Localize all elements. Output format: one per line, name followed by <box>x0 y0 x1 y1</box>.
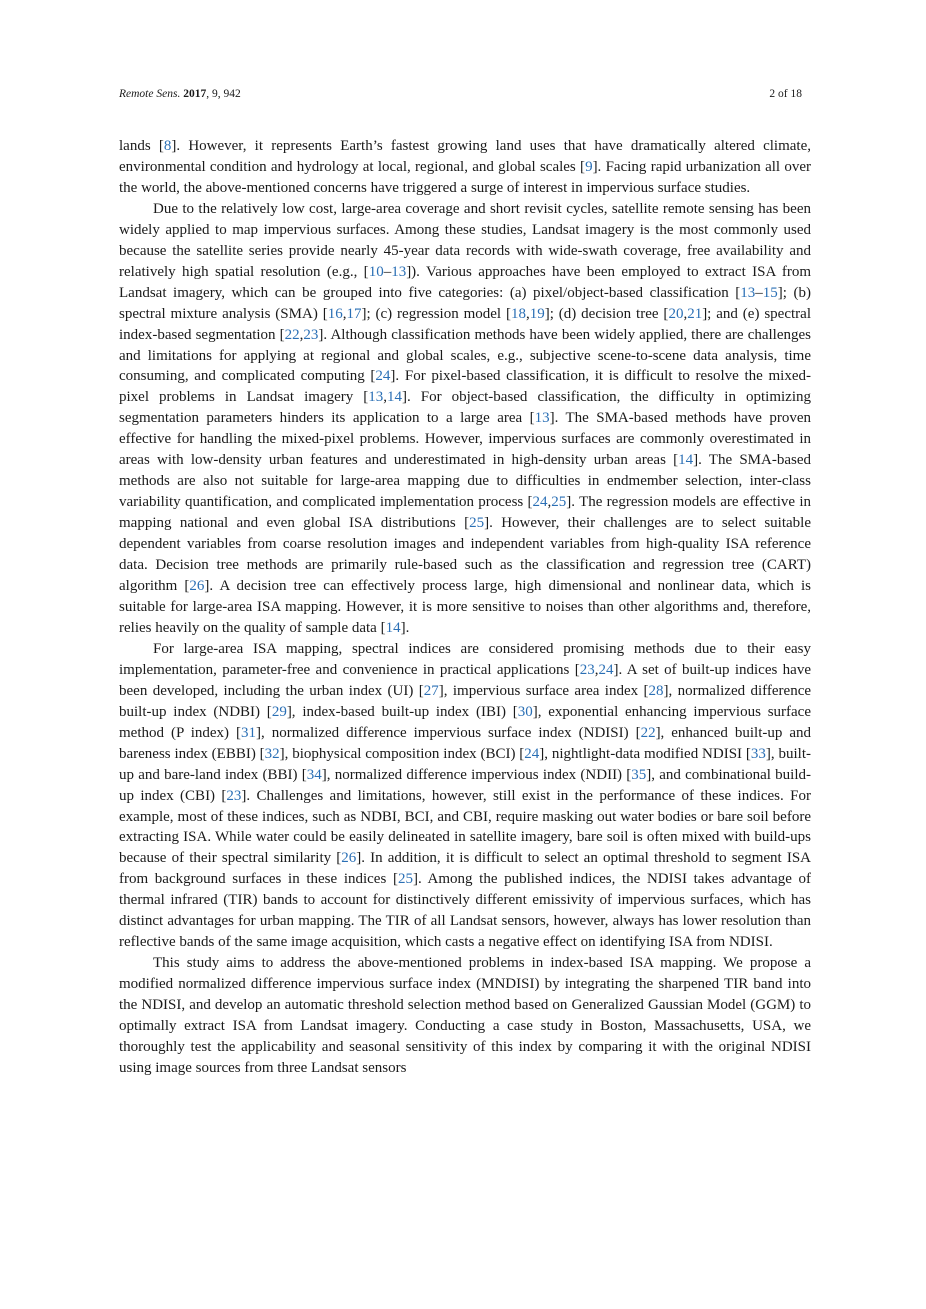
body-text-run: ]. A decision tree can effectively process large, high dimensional and nonlinear data, which is suitable for large-area ISA mapping. However, it is more sensitive to noises than other algorithms and, therefore, relies heavily on the quality of sample data [ <box>119 578 811 636</box>
body-text-run: ], normalized difference impervious surface index (NDISI) [ <box>255 724 641 741</box>
citation-link[interactable]: 16 <box>327 305 343 322</box>
body-text-run: ]. For object-based classification, the difficulty in optimizing segmentation parameters hinders its application to a large area [ <box>119 389 811 427</box>
body-text-run: ]; (b) spectral mixture analysis (SMA) [ <box>119 284 811 322</box>
body-text-run: ], exponential enhancing impervious surface method (P index) [ <box>119 703 811 741</box>
citation-link[interactable]: 31 <box>240 724 256 741</box>
citation-link[interactable]: 13 <box>740 284 756 301</box>
citation-link[interactable]: 33 <box>750 745 766 762</box>
body-text-run: ]. The SMA-based methods are also not suitable for large-area mapping due to difficulties in endmember selection, inter-class variability quantification, and complicated implementation process [ <box>119 452 811 511</box>
body-text-run: ], built-up and bare-land index (BBI) [ <box>119 745 811 783</box>
body-text-run: , <box>525 305 530 322</box>
citation-link[interactable]: 35 <box>631 766 647 783</box>
body-text-run: ], biophysical composition index (BCI) [ <box>279 745 525 762</box>
body-text-run: ], nightlight-data modified NDISI [ <box>539 745 751 762</box>
citation-link[interactable]: 28 <box>648 682 664 699</box>
citation-link[interactable]: 13 <box>391 263 407 280</box>
citation-link[interactable]: 19 <box>529 305 545 322</box>
citation-link[interactable]: 14 <box>387 389 402 406</box>
body-text-run: ], index-based built-up index (IBI) [ <box>286 703 518 720</box>
citation-link[interactable]: 24 <box>524 745 540 762</box>
citation-link[interactable]: 25 <box>397 871 413 888</box>
body-text-run: For large-area ISA mapping, spectral indices are considered promising methods due to their easy implementation, parameter-free and convenience in practical applications [ <box>119 640 811 678</box>
citation-link[interactable]: 26 <box>189 578 205 595</box>
body-text-run: ], enhanced built-up and bareness index (EBBI) [ <box>119 724 811 762</box>
citation-link[interactable]: 24 <box>375 368 391 385</box>
paragraph-3 <box>119 639 811 953</box>
body-text-run: , <box>594 661 599 678</box>
citation-link[interactable]: 17 <box>346 305 362 322</box>
citation-link[interactable]: 21 <box>687 305 703 322</box>
body-text-run: ], normalized difference impervious index (NDII) [ <box>321 766 632 783</box>
body-text-run: , <box>342 305 347 322</box>
body-text-run: ]. <box>400 619 410 636</box>
body-text-run: ]. However, their challenges are to select suitable dependent variables from coarse resolution images and independent variables from high-quality ISA reference data. Decision tree methods are primarily rule-based such as the classification and regression tree (CART) algorithm [ <box>119 515 811 595</box>
journal-name: Remote Sens. <box>119 88 181 100</box>
body-text-run: ]. However, it represents Earth’s fastest growing land uses that have dramatically altered climate, environmental condition and hydrology at local, regional, and global scales [ <box>119 138 811 175</box>
article-body <box>119 136 811 1079</box>
citation-link[interactable]: 26 <box>341 850 357 867</box>
body-text-run: ]; and (e) spectral index-based segmentation [ <box>119 305 811 343</box>
citation-link[interactable]: 24 <box>598 661 614 678</box>
body-text-run: , <box>299 326 304 343</box>
citation-link[interactable]: 13 <box>534 410 550 427</box>
body-text-run: ]; (d) decision tree [ <box>544 305 669 322</box>
body-text-run: , <box>383 389 387 406</box>
page-header <box>119 88 802 100</box>
body-text-run: Due to the relatively low cost, large-area coverage and short revisit cycles, satellite remote sensing has been widely applied to map impervious surfaces. Among these studies, Landsat imagery is the most commonly used because the satellite series provide nearly 45-year data records with wide-swath coverage, free availability and relatively high spatial resolution (e.g., [ <box>119 200 811 280</box>
body-text-run: ]. The SMA-based methods have proven effective for handling the mixed-pixel problems. However, impervious surfaces are commonly overestimated in areas with low-density urban features and underestimated in high-density urban areas [ <box>119 410 811 469</box>
citation-link[interactable]: 23 <box>226 787 242 804</box>
citation-link[interactable]: 14 <box>678 452 694 469</box>
body-text-run: , <box>547 494 552 511</box>
body-text-run: ]. Challenges and limitations, however, still exist in the performance of these indices. For example, most of these indices, such as NDBI, BCI, and CBI, require masking out water bodies or bare soil before extracting ISA. While water could be easily delineated in satellite imagery, bare soil is often mixed with build-ups because of their spectral similarity [ <box>119 787 811 867</box>
citation-link[interactable]: 15 <box>762 284 778 301</box>
body-text-run: , <box>683 305 688 322</box>
citation-link[interactable]: 22 <box>284 326 300 343</box>
journal-citation <box>119 88 241 100</box>
body-text-run: ]. Among the published indices, the NDISI takes advantage of thermal infrared (TIR) bands to account for distinctively different emissivity of impervious surfaces, which has distinct advantages for urban mapping. The TIR of all Landsat sensors, however, always has lower resolution than reflective bands of the same image acquisition, which casts a negative effect on identifying ISA from NDISI. <box>119 871 812 951</box>
citation-link[interactable]: 18 <box>510 305 526 322</box>
paragraph-1 <box>119 136 811 199</box>
body-text-run: – <box>755 284 763 301</box>
paragraph-2 <box>119 199 811 639</box>
body-text-run: – <box>383 263 392 280</box>
citation-link[interactable]: 30 <box>517 703 533 720</box>
citation-link[interactable]: 23 <box>579 661 595 678</box>
body-text-run: ]; (c) regression model [ <box>361 305 511 322</box>
citation-link[interactable]: 20 <box>668 305 684 322</box>
citation-link[interactable]: 13 <box>368 389 384 406</box>
body-text-run: This study aims to address the above-mentioned problems in index-based ISA mapping. We propose a modified normalized difference impervious surface index (MNDISI) by integrating the sharpened TIR band into the NDISI, and develop an automatic threshold selection method based on Generalized Gaussian Model (GGM) to optimally extract ISA from Landsat imagery. Conducting a case study in Boston, Massachusetts, USA, we thoroughly test the applicability and seasonal sensitivity of this index by comparing it with the original NDISI using image sources from three Landsat sensors <box>119 955 811 1076</box>
body-text-run: ], impervious surface area index [ <box>438 682 649 699</box>
citation-link[interactable]: 14 <box>385 619 401 636</box>
body-text-run: ]. For pixel-based classification, it is difficult to resolve the mixed-pixel problems in Landsat imagery [ <box>119 368 812 406</box>
citation-link[interactable]: 27 <box>423 682 439 699</box>
citation-link[interactable]: 32 <box>264 745 280 762</box>
citation-link[interactable]: 9 <box>585 158 593 175</box>
citation-link[interactable]: 22 <box>640 724 656 741</box>
body-text-run: ]). Various approaches have been employed to extract ISA from Landsat imagery, which can be grouped into five categories: (a) pixel/object-based classification [ <box>119 263 811 301</box>
citation-link[interactable]: 34 <box>306 766 322 783</box>
citation-link[interactable]: 23 <box>303 326 319 343</box>
journal-year: 2017 <box>183 88 207 100</box>
citation-link[interactable]: 8 <box>163 138 172 154</box>
body-text-run: lands [ <box>119 138 164 154</box>
body-text-run: ]. In addition, it is difficult to select an optimal threshold to segment ISA from background surfaces in these indices [ <box>119 850 811 888</box>
body-text-run: ], and combinational build-up index (CBI) [ <box>119 766 812 804</box>
citation-link[interactable]: 10 <box>368 263 384 280</box>
paragraph-4 <box>119 953 811 1079</box>
journal-volume: , 9, 942 <box>206 88 241 100</box>
citation-link[interactable]: 25 <box>551 494 567 511</box>
citation-link[interactable]: 25 <box>469 515 485 532</box>
body-text-run: ]. A set of built-up indices have been developed, including the urban index (UI) [ <box>119 661 811 699</box>
body-text-run: ], normalized difference built-up index (NDBI) [ <box>119 682 812 720</box>
body-text-run: ]. The regression models are effective in mapping national and even global ISA distributions [ <box>119 494 811 532</box>
body-text-run: ]. Facing rapid urbanization all over the world, the above-mentioned concerns have triggered a surge of interest in impervious surface studies. <box>119 158 811 196</box>
citation-link[interactable]: 29 <box>271 703 287 720</box>
page-number: 2 of 18 <box>769 88 802 100</box>
citation-link[interactable]: 24 <box>532 494 548 511</box>
body-text-run: ]. Although classification methods have been widely applied, there are challenges and limitations for applying at regional and global scales, e.g., subjective scene-to-scene data analysis, time consuming, and complicated computing [ <box>119 326 811 385</box>
